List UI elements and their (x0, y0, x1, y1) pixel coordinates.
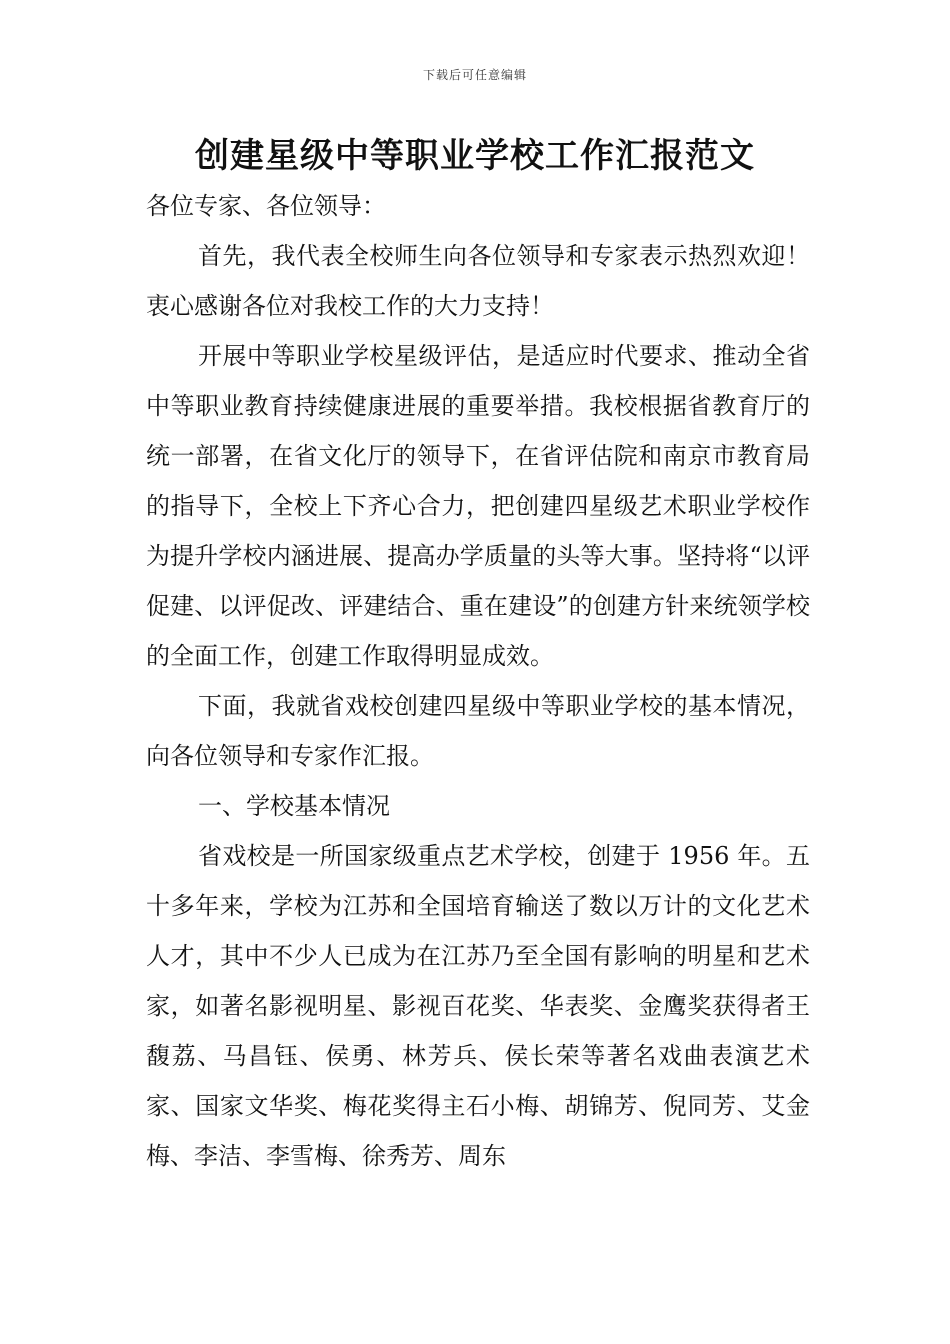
salutation: 各位专家、各位领导： (146, 192, 386, 220)
paragraph-welcome: 首先，我代表全校师生向各位领导和专家表示热烈欢迎！衷心感谢各位对我校工作的大力支持！ (146, 242, 810, 320)
paragraph-evaluation: 开展中等职业学校星级评估，是适应时代要求、推动全省中等职业教育持续健康进展的重要举措。我校根据省教育厅的统一部署，在省文化厅的领导下，在省评估院和南京市教育局的指导下，全校上下齐心合力，把创建四星级艺术职业学校作为提升学校内涵进展、提高办学质量的头等大事。坚持将“以评促建、以评促改、评建结合、重在建设”的创建方针来统领学校的全面工作，创建工作取得明显成效。 (146, 342, 810, 670)
paragraph-intro: 下面，我就省戏校创建四星级中等职业学校的基本情况，向各位领导和专家作汇报。 (146, 692, 810, 770)
header-note: 下载后可任意编辑 (422, 68, 527, 82)
document-body (146, 181, 810, 1181)
document-title: 创建星级中等职业学校工作汇报范文 (195, 136, 755, 176)
section-heading: 一、学校基本情况 (198, 792, 390, 820)
paragraph-school-info: 省戏校是一所国家级重点艺术学校，创建于 1956 年。五十多年来，学校为江苏和全国培育输送了数以万计的文化艺术人才，其中不少人已成为在江苏乃至全国有影响的明星和艺术家，如著名影视明星、影视百花奖、华表奖、金鹰奖获得者王馥荔、马昌钰、侯勇、林芳兵、侯长荣等著名戏曲表演艺术家、国家文华奖、梅花奖得主石小梅、胡锦芳、倪同芳、艾金梅、李洁、李雪梅、徐秀芳、周东 (146, 842, 810, 1170)
